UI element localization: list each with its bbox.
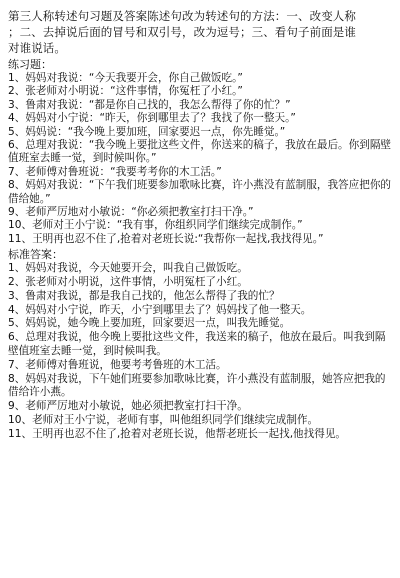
answer-item: 3、鲁肃对我说，都是我自己找的，他怎么帮得了我的忙？: [8, 289, 280, 302]
exercise-item: 2、张老师对小明说：“这件事情，你冤枉了小红。”: [8, 85, 243, 98]
intro-line: 第三人称转述句习题及答案陈述句改为转述句的方法：一、改变人称: [8, 9, 356, 23]
exercise-item: 4、妈妈对小宁说：“昨天，你到哪里去了？我找了你一整天。”: [8, 112, 296, 125]
exercise-list: [8, 72, 392, 246]
intro-paragraph: [8, 8, 392, 56]
exercise-item: 6、总理对我说：“我今晚上要批这些文件，你送来的稿子，我放在最后。你到隔壁值班室去睡一觉，到时候叫你。”: [8, 139, 392, 165]
intro-line: 对谁说话。: [8, 41, 66, 55]
exercise-item: 1、妈妈对我说：“今天我要开会，你自己做饭吃。”: [8, 72, 243, 84]
exercise-item: 9、老师严厉地对小敏说：“你必须把教室打扫干净。”: [8, 206, 254, 219]
intro-line: ；二、去掉说后面的冒号和双引号，改为逗号；三、看句子前面是谁: [8, 25, 356, 39]
answer-title: 标准答案：: [8, 248, 63, 262]
exercise-item: 7、老师傅对鲁班说：“我要考考你的木工活。”: [8, 165, 222, 178]
answer-item: 8、妈妈对我说，下午她们班要参加歌咏比赛，许小燕没有蓝制服，她答应把我的借给许小燕。: [8, 372, 386, 399]
answer-item: 9、老师严厉地对小敏说，她必须把教室打扫干净。: [8, 400, 248, 413]
answer-item: 7、老师傅对鲁班说，他要考考鲁班的木工活。: [8, 358, 227, 371]
answer-item: 2、张老师对小明说，这件事情，小明冤枉了小红。: [8, 276, 248, 289]
answer-list: [8, 262, 392, 441]
answer-item: 6、总理对我说，他今晚上要批这些文件，我送来的稿子，他放在最后。叫我到隔壁值班室去睡一觉，到时候叫我。: [8, 331, 386, 358]
answer-item: 5、妈妈说，她今晚上要加班，回家要迟一点，叫我先睡觉。: [8, 317, 291, 330]
answer-item: 4、妈妈对小宁说，昨天，小宁到哪里去了？妈妈找了他一整天。: [8, 303, 312, 316]
exercise-item: 11、王明再也忍不住了,抢着对老班长说:“我帮你一起找,我找得见。”: [8, 232, 324, 245]
exercise-item: 3、鲁肃对我说：“都是你自己找的，我怎么帮得了你的忙？”: [8, 98, 291, 111]
answer-item: 11、王明再也忍不住了,抢着对老班长说，他帮老班长一起找,他找得见。: [8, 427, 347, 440]
exercise-title: 练习题：: [8, 58, 52, 71]
exercise-item: 8、妈妈对我说：“下午我们班要参加歌咏比赛，许小燕没有蓝制服，我答应把你的借给她。”: [8, 179, 392, 205]
exercise-item: 10、老师对王小宁说：“我有事，你组织同学们继续完成制作。”: [8, 219, 303, 232]
answer-item: 10、老师对王小宁说，老师有事，叫他组织同学们继续完成制作。: [8, 414, 319, 427]
answer-item: 1、妈妈对我说，今天她要开会，叫我自己做饭吃。: [8, 262, 248, 275]
exercise-item: 5、妈妈说：“我今晚上要加班，回家要迟一点，你先睡觉。”: [8, 125, 286, 138]
